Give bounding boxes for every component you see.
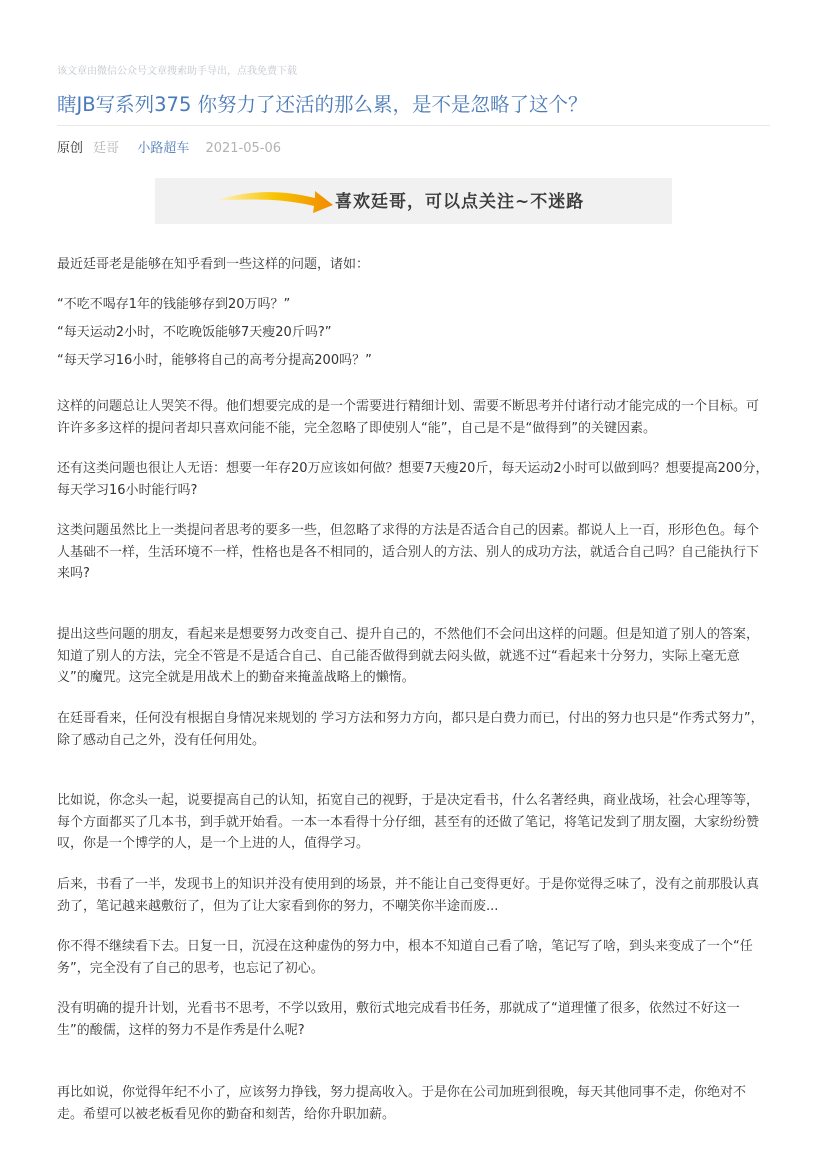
follow-banner [155,178,672,224]
original-label: 原创 [57,141,84,156]
article-meta [57,140,281,158]
paragraph: 你不得不继续看下去。日复一日，沉浸在这种虚伪的努力中，根本不知道自己看了啥，笔记写了啥，到头来变成了一个“任务”，完全没有了自己的思考，也忘记了初心。 [57,939,753,976]
banner-text: 喜欢廷哥，可以点关注~不迷路 [335,192,585,212]
paragraph: “不吃不喝存1年的钱能够存到20万吗？” [57,297,291,312]
paragraph: “每天运动2小时，不吃晚饭能够7天瘦20斤吗?” [57,325,332,340]
paragraph: 后来，书看了一半，发现书上的知识并没有使用到的场景，并不能让自己变得更好。于是你觉得乏味了，没有之前那股认真劲了，笔记越来越敷衍了，但为了让大家看到你的努力，不嘲笑你半途而废... [57,877,760,914]
article-title: 瞎JB写系列375 你努力了还活的那么累，是不是忽略了这个？ [57,93,588,116]
paragraph: 比如说，你念头一起，说要提高自己的认知，拓宽自己的视野，于是决定看书，什么名著经典，商业战场，社会心理等等，每个方面都买了几本书，到手就开始看。一本一本看得十分仔细，甚至有的还做了笔记，将笔记发到了朋友圈，大家纷纷赞叹，你是一个博学的人，是一个上进的人，值得学习。 [57,793,760,851]
export-notice-link[interactable]: 该文章由微信公众号文章搜索助手导出，点我免费下载 [57,66,297,77]
account-link[interactable]: 小路超车 [137,141,190,156]
paragraph: 这样的问题总让人哭笑不得。他们想要完成的是一个需要进行精细计划、需要不断思考并付诸行动才能完成的一个目标。可许许多多这样的提问者却只喜欢问能不能，完全忽略了即使别人“能”，自己是不是“做得到”的关键因素。 [57,399,760,436]
paragraph: 在廷哥看来，任何没有根据自身情况来规划的 学习方法和努力方向，都只是白费力而已，付出的努力也只是“作秀式努力”，除了感动自己之外，没有任何用处。 [57,711,764,748]
paragraph: 还有这类问题也很让人无语：想要一年存20万应该如何做？想要7天瘦20斤，每天运动2小时可以做到吗？想要提高200分，每天学习16小时能行吗? [57,461,769,498]
paragraph: “每天学习16小时，能够将自己的高考分提高200吗？” [57,353,372,368]
paragraph: 再比如说，你觉得年纪不小了，应该努力挣钱，努力提高收入。于是你在公司加班到很晚，每天其他同事不走，你绝对不走。希望可以被老板看见你的勤奋和刻苦，给你升职加薪。 [57,1085,747,1122]
paragraph: 这类问题虽然比上一类提问者思考的要多一些，但忽略了求得的方法是否适合自己的因素。都说人上一百，形形色色。每个人基础不一样，生活环境不一样，性格也是各不相同的，适合别人的方法、别人的成功方法，就适合自己吗？自己能执行下来吗? [57,523,760,581]
publish-date: 2021-05-06 [205,141,282,156]
paragraph: 最近廷哥老是能够在知乎看到一些这样的问题，诸如： [57,257,370,272]
paragraph: 提出这些问题的朋友，看起来是想要努力改变自己、提升自己的，不然他们不会问出这样的问题。但是知道了别人的答案，知道了别人的方法，完全不管是不是适合自己、自己能否做得到就去闷头做，就逃不过“看起来十分努力，实际上毫无意义”的魔咒。这完全就是用战术上的勤奋来掩盖战略上的懒惰。 [57,627,760,685]
title-divider [57,125,770,126]
paragraph: 没有明确的提升计划，光看书不思考，不学以致用，敷衍式地完成看书任务，那就成了“道理懂了很多，依然过不好这一生”的酸儒，这样的努力不是作秀是什么呢? [57,1001,740,1038]
author-name: 廷哥 [93,141,120,156]
